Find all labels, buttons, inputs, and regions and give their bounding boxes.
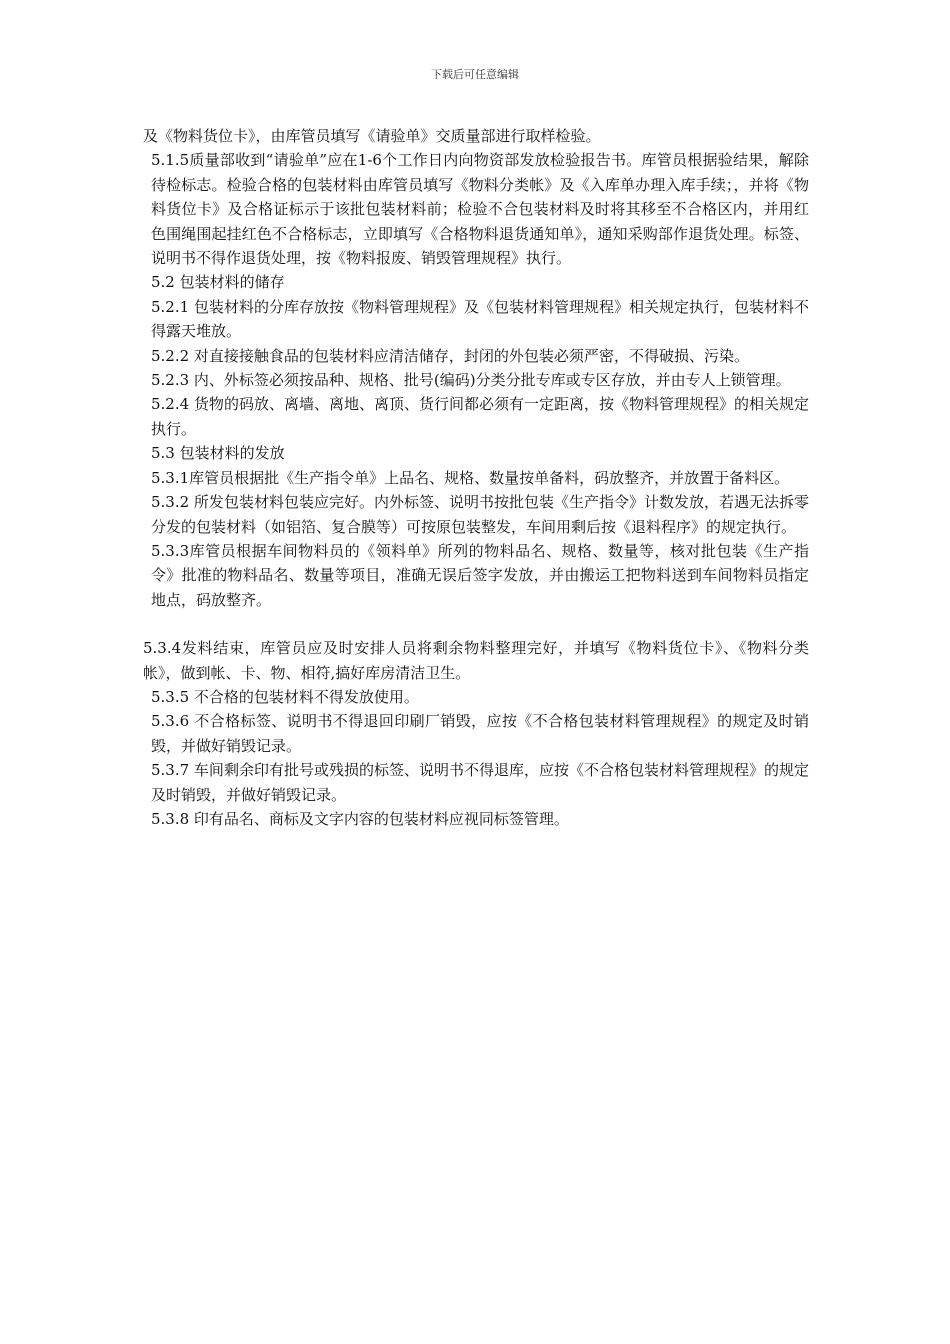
paragraph-5-3-1: 5.3.1库管员根据批《生产指令单》上品名、规格、数量按单备料，码放整齐，并放置于备料区。 xyxy=(151,468,790,487)
paragraph-5-2-1: 5.2.1 包装材料的分库存放按《物料管理规程》及《包装材料管理规程》相关规定执行，包装材料不得露天堆放。 xyxy=(151,297,809,341)
paragraph-5-2-2: 5.2.2 对直接接触食品的包装材料应清洁储存，封闭的外包装必须严密，不得破损、污染。 xyxy=(151,346,749,365)
section-heading-5-3: 5.3 包装材料的发放 xyxy=(151,444,285,463)
paragraph-5-3-8: 5.3.8 印有品名、商标及文字内容的包装材料应视同标签管理。 xyxy=(151,809,569,828)
paragraph-5-1-5: 5.1.5质量部收到“请验单”应在1-6个工作日内向物资部发放检验报告书。库管员根据验结果，解除待检标志。检验合格的包装材料由库管员填写《物料分类帐》及《入库单办理入库手续；，并将《物料货位卡》及合格证标示于该批包装材料前；检验不合包装材料及时将其移至不合格区内，并用红色围绳围起挂红色不合格标志，立即填写《合格物料退货通知单》，通知采购部作退货处理。标签、说明书不得作退货处理，按《物料报废、销毁管理规程》执行。 xyxy=(151,151,809,268)
page-header-note: 下载后可任意编辑 xyxy=(431,68,519,81)
paragraph-5-3-4: 5.3.4发料结束，库管员应及时安排人员将剩余物料整理完好，并填写《物料货位卡》、《物料分类帐》，做到帐、卡、物、相符,搞好库房清洁卫生。 xyxy=(143,639,809,682)
section-heading-5-2: 5.2 包装材料的储存 xyxy=(151,273,285,292)
paragraph-5-3-6: 5.3.6 不合格标签、说明书不得退回印刷厂销毁，应按《不合格包装材料管理规程》的规定及时销毁，并做好销毁记录。 xyxy=(151,712,809,755)
paragraph-5-3-3: 5.3.3库管员根据车间物料员的《领料单》所列的物料品名、规格、数量等，核对批包装《生产指令》批准的物料品名、数量等项目，准确无误后签字发放，并由搬运工把物料送到车间物料员指定地点，码放整齐。 xyxy=(151,541,809,609)
paragraph-5-2-3: 5.2.3 内、外标签必须按品种、规格、批号(编码)分类分批专库或专区存放，并由专人上锁管理。 xyxy=(151,371,791,390)
paragraph-5-2-4: 5.2.4 货物的码放、离墙、离地、离顶、货行间都必须有一定距离，按《物料管理规程》的相关规定执行。 xyxy=(151,395,809,438)
paragraph-5-3-5: 5.3.5 不合格的包装材料不得发放使用。 xyxy=(151,687,419,706)
paragraph-5-3-2: 5.3.2 所发包装材料包装应完好。内外标签、说明书按批包装《生产指令》计数发放，若遇无法拆零分发的包装材料（如铝箔、复合膜等）可按原包装整发，车间用剩后按《退料程序》的规定执行。 xyxy=(151,493,809,536)
document-body xyxy=(143,124,809,831)
paragraph-continued: 及《物料货位卡》，由库管员填写《请验单》交质量部进行取样检验。 xyxy=(143,127,601,145)
paragraph-5-3-7: 5.3.7 车间剩余印有批号或残损的标签、说明书不得退库，应按《不合格包装材料管理规程》的规定及时销毁，并做好销毁记录。 xyxy=(151,761,809,804)
